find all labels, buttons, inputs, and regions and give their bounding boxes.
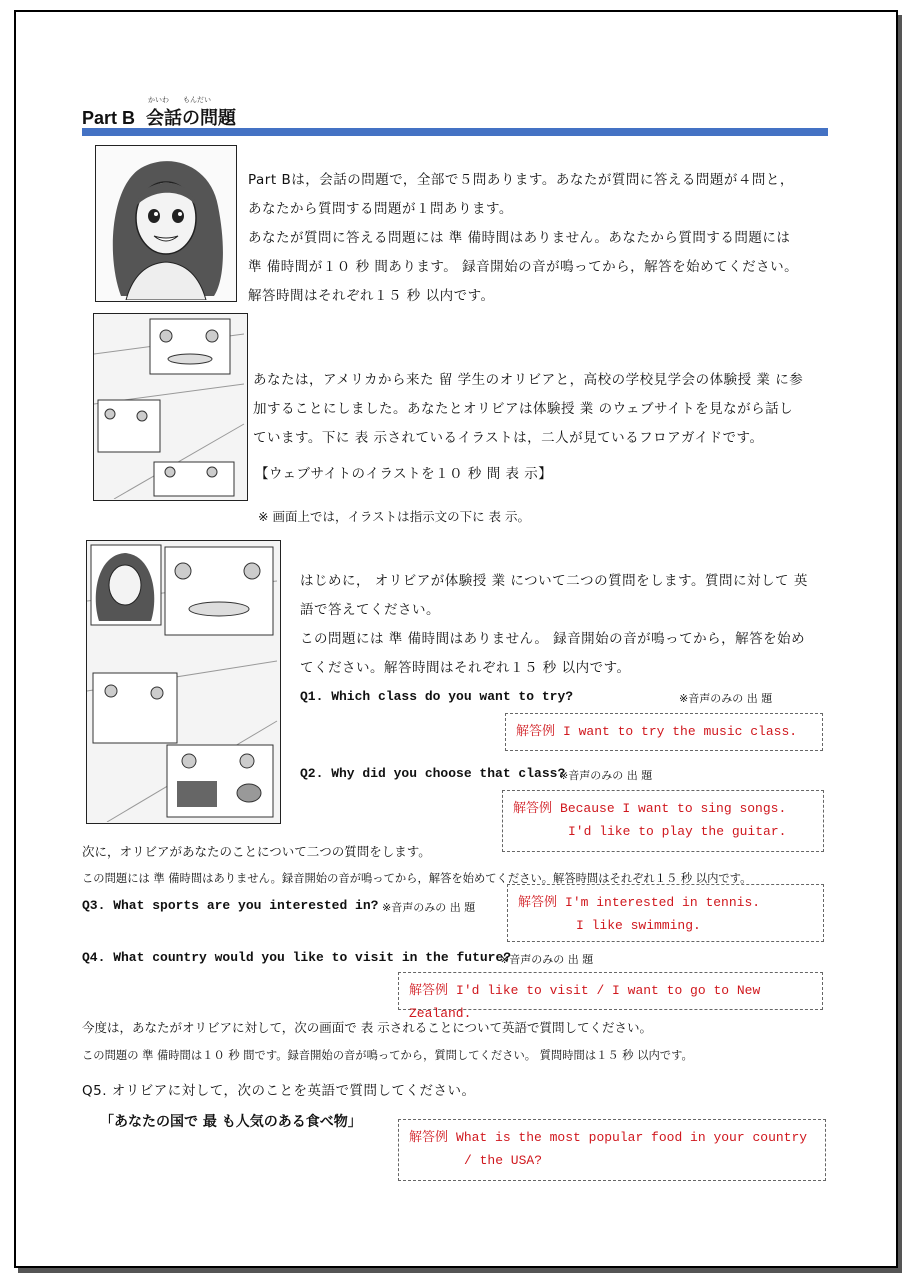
section1-line: てください。解答時間はそれぞれ１５ 秒 以内です。 [300, 660, 631, 676]
display-note: 【ウェブサイトのイラストを１０ 秒 間 表 示】 [255, 466, 553, 482]
section1-line: 語で答えてください。 [300, 602, 440, 618]
section1-line: この問題には 準 備時間はありません。 録音開始の音が鳴ってから，解答を始め [300, 631, 806, 647]
audio-only-note: ※音声のみの 出 題 [679, 692, 773, 705]
intro-line: 解答時間はそれぞれ１５ 秒 以内です。 [248, 288, 495, 304]
audio-only-note: ※音声のみの 出 題 [382, 901, 476, 914]
question-5: Q5. オリビアに対して，次のことを英語で質問してください。 [82, 1083, 476, 1099]
intro-text [248, 166, 828, 311]
scenario-line: ています。下に 表 示されているイラストは，二人が見ているフロアガイドです。 [253, 430, 764, 446]
intro-line: あなたが質問に答える問題には 準 備時間はありません。あなたから質問する問題には [248, 230, 791, 246]
answer-example-1 [505, 713, 823, 751]
answer-line: I'm interested in tennis. [565, 895, 761, 910]
section2-line: 次に，オリビアがあなたのことについて二つの質問をします。 [82, 844, 431, 859]
scenario-text [253, 366, 833, 453]
answer-line: Because I want to sing songs. [560, 801, 787, 816]
answer-line: / the USA? [464, 1153, 543, 1168]
audio-only-note: ※音声のみの 出 題 [500, 953, 594, 966]
heading-rule [82, 128, 828, 136]
question-1: Q1. Which class do you want to try? [300, 689, 574, 704]
section3-line: この問題の 準 備時間は１０ 秒 間です。録音開始の音が鳴ってから，質問してください。 質問時間は１５ 秒 以内です。 [82, 1049, 693, 1062]
part-title: 会話の問題 [146, 108, 237, 128]
answer-tag: 解答例 [409, 1130, 449, 1145]
answer-tag: 解答例 [516, 724, 556, 739]
question-3: Q3. What sports are you interested in? [82, 898, 379, 913]
answer-line: I want to try the music class. [563, 724, 798, 739]
title-reading: かいわ もんだい [148, 96, 211, 104]
answer-example-4 [398, 972, 823, 1021]
question-4: Q4. What country would you like to visit in the future? [82, 950, 512, 965]
section2-line: この問題には 準 備時間はありません。録音開始の音が鳴ってから，解答を始めてください。解答時間はそれぞれ１５ 秒 以内です。 [82, 872, 752, 885]
answer-example-3 [507, 884, 824, 942]
section1-line: はじめに， オリビアが体験授 業 について二つの質問をします。質問に対して 英 [300, 573, 808, 589]
answer-line: I like swimming. [576, 918, 701, 933]
answer-line: I'd like to play the guitar. [568, 824, 787, 839]
section-heading [82, 104, 236, 130]
section3-line: 今度は，あなたがオリビアに対して，次の画面で 表 示されることについて英語で質問してください。 [82, 1020, 652, 1035]
answer-line: What is the most popular food in your country [456, 1130, 808, 1145]
scenario-line: 加することにしました。あなたとオリビアは体験授 業 のウェブサイトを見ながら話し [253, 401, 794, 417]
answer-tag: 解答例 [518, 895, 558, 910]
section1-text [300, 567, 830, 683]
intro-line: あなたから質問する問題が１問あります。 [248, 201, 513, 217]
section3-text [82, 1014, 832, 1070]
answer-line: I'd like to visit / I want to go to New Zealand. [409, 983, 761, 1021]
intro-line: Part Bは，会話の問題で，全部で５問あります。あなたが質問に答える問題が４問と， [248, 172, 794, 188]
floor-guide-with-olivia [86, 540, 281, 824]
scenario-line: あなたは，アメリカから来た 留 学生のオリビアと，高校の学校見学会の体験授 業 に参 [253, 372, 804, 388]
question-5-prompt: 「あなたの国で 最 も人気のある食べ物」 [100, 1114, 362, 1130]
intro-line: 準 備時間が１０ 秒 間あります。 録音開始の音が鳴ってから，解答を始めてください。 [248, 259, 799, 275]
answer-tag: 解答例 [409, 983, 449, 998]
part-label: Part B [82, 108, 136, 128]
floor-guide-illustration [93, 313, 248, 501]
answer-tag: 解答例 [513, 801, 553, 816]
olivia-portrait [95, 145, 237, 302]
audio-only-note: ※音声のみの 出 題 [559, 769, 653, 782]
screen-note: ※ 画面上では，イラストは指示文の下に 表 示。 [258, 509, 531, 524]
question-2: Q2. Why did you choose that class? [300, 766, 566, 781]
answer-example-5 [398, 1119, 826, 1181]
